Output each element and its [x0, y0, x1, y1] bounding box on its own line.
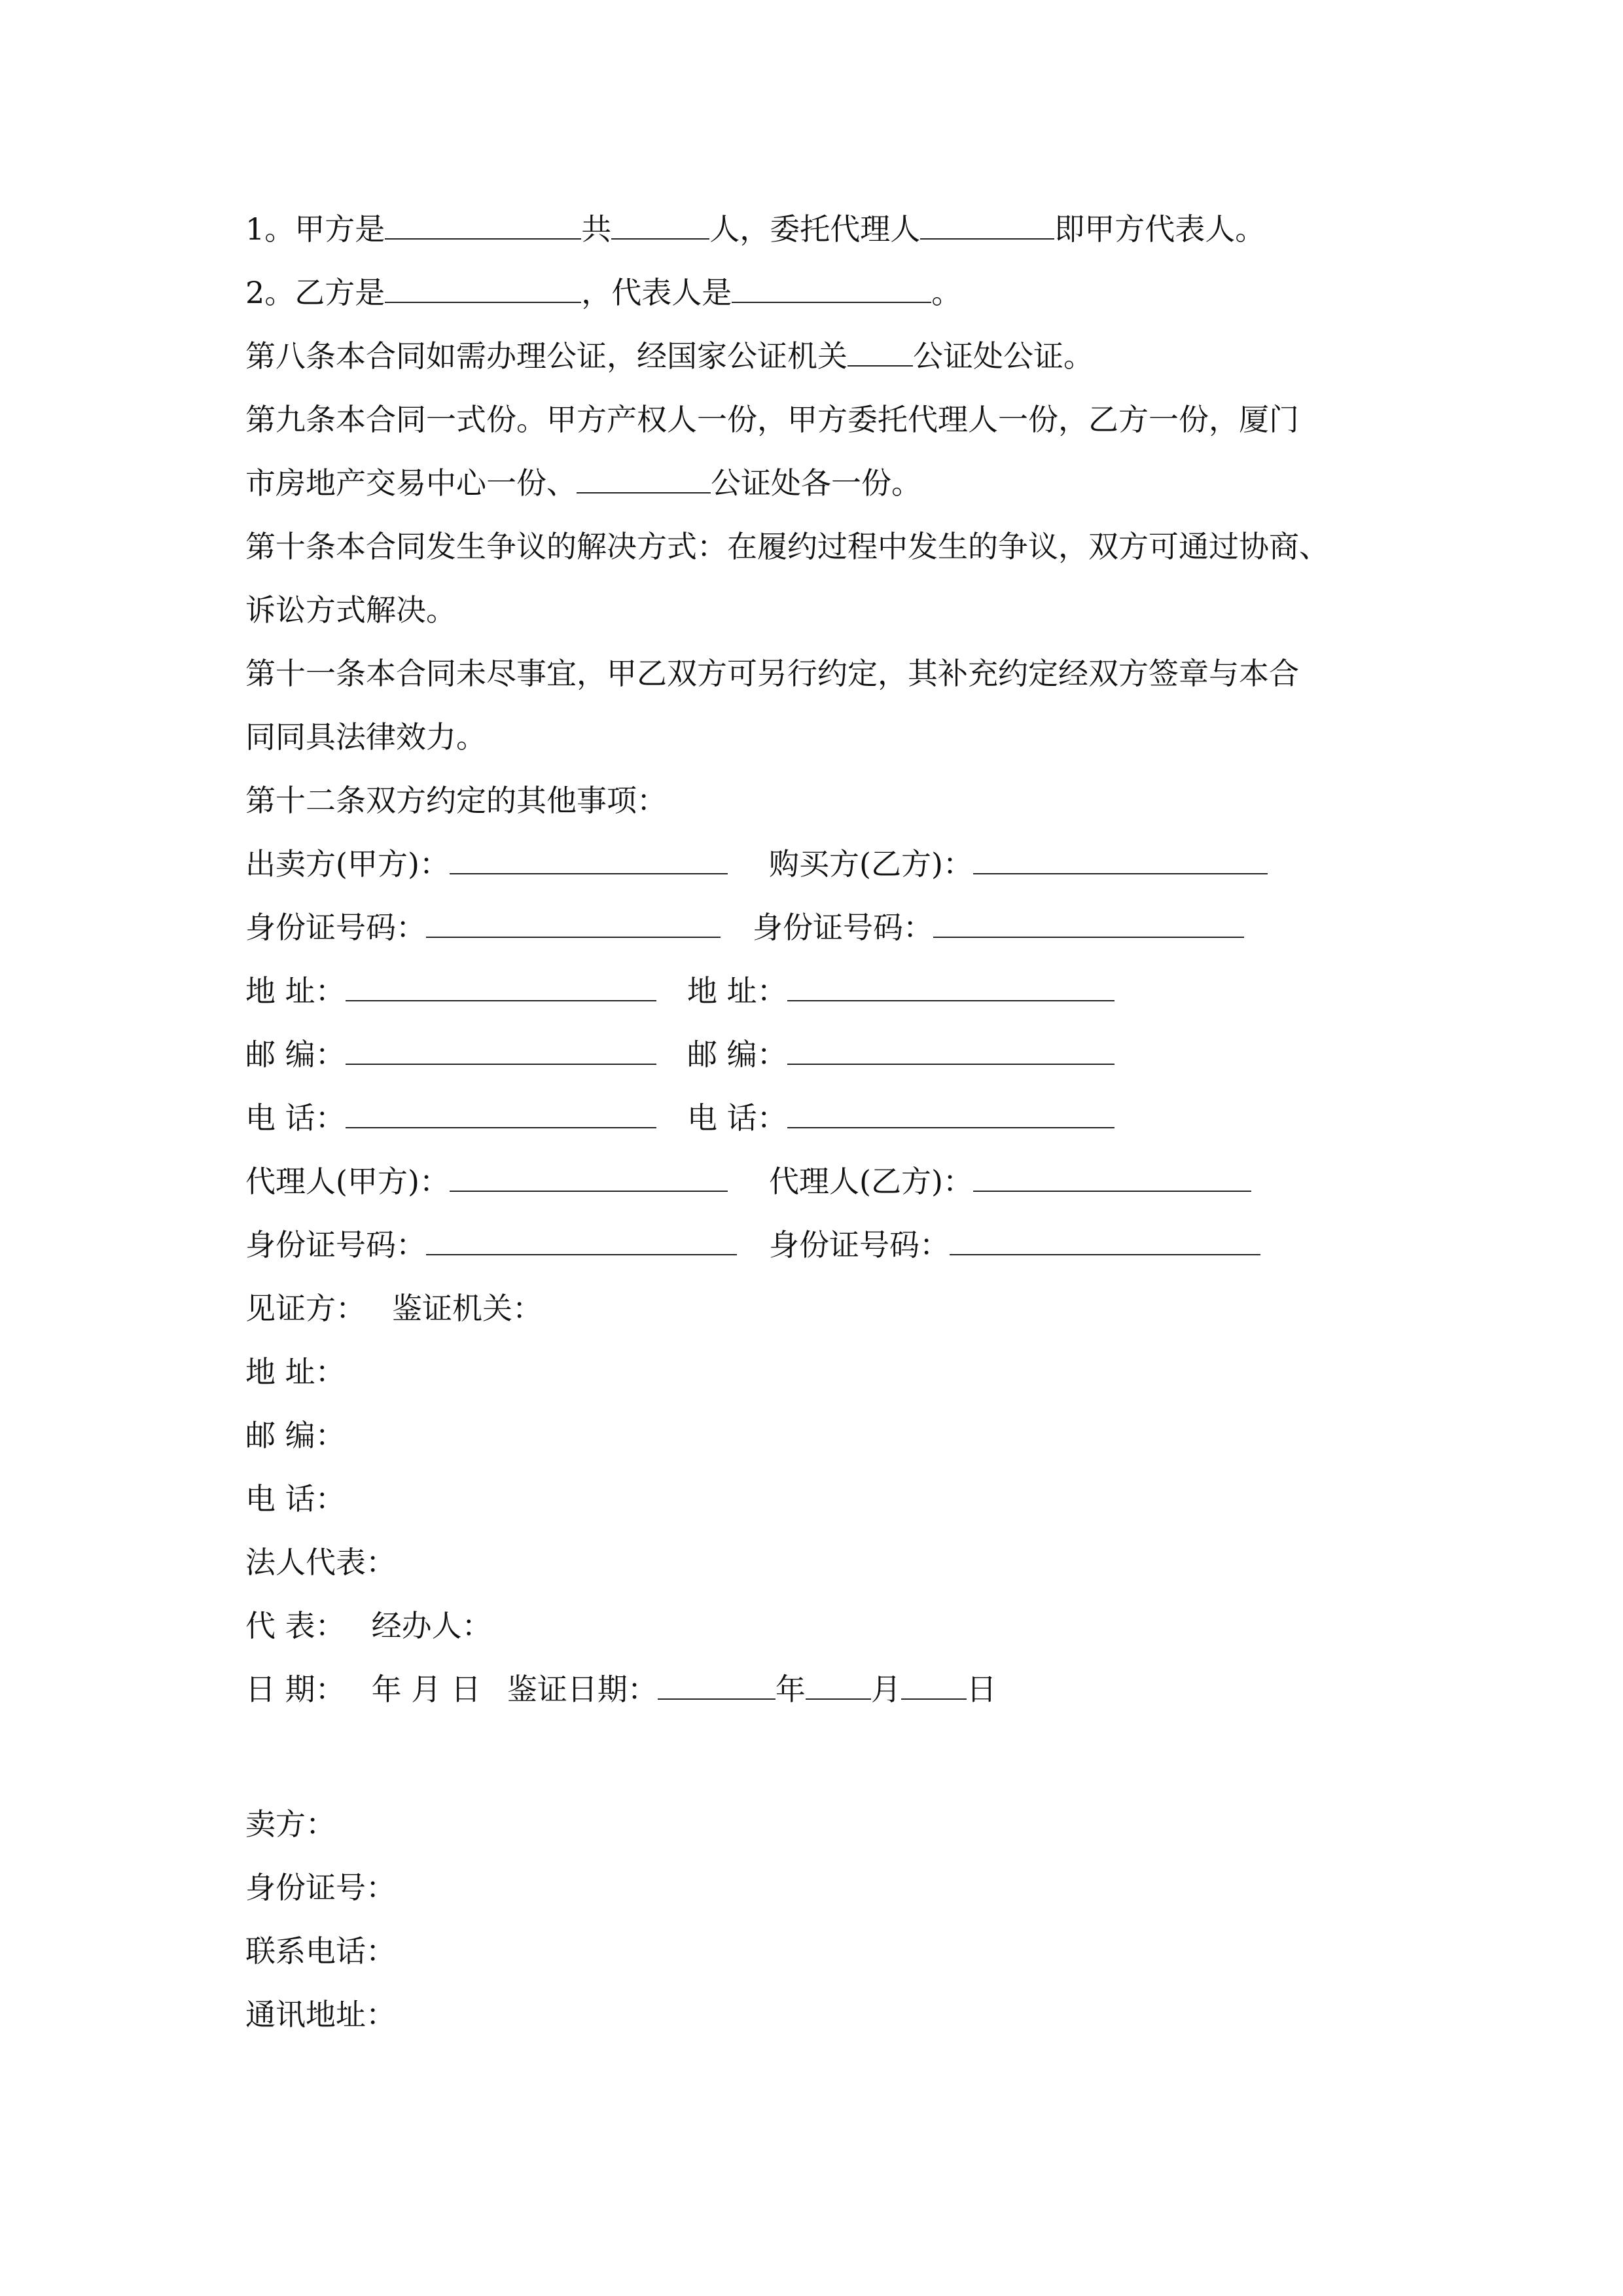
cert-month-label: 月 — [870, 1672, 901, 1707]
postcode-row — [245, 1028, 787, 1081]
buyer-address-label: 地 址： — [687, 973, 787, 1009]
date-row — [245, 1663, 997, 1715]
clause-8-end: 公证处公证。 — [913, 338, 1094, 374]
date-label: 日 期： — [245, 1672, 346, 1707]
witness-address-label: 地 址： — [245, 1354, 346, 1390]
clause-9-end: 公证处各一份。 — [711, 465, 921, 501]
party-a-agent-label: 人，委托代理人 — [709, 211, 921, 247]
seller-id-info-label: 身份证号： — [245, 1870, 396, 1905]
seller-phone-info-row — [245, 1925, 396, 1977]
party-b-rep-label: ，代表人是 — [581, 275, 732, 310]
seller-buyer-row — [245, 838, 973, 890]
clause-party-a — [245, 203, 1265, 255]
authority-label: 鉴证机关： — [392, 1291, 543, 1326]
witness-postcode-label: 邮 编： — [245, 1418, 346, 1453]
notary-copy-blank[interactable] — [577, 457, 711, 493]
rep-label: 代 表： — [245, 1608, 346, 1643]
buyer-postcode-label: 邮 编： — [687, 1037, 787, 1072]
clause-10-text: 第十条本合同发生争议的解决方式：在履约过程中发生的争议，双方可通过协商、 — [245, 529, 1329, 564]
buyer-blank[interactable] — [973, 838, 1268, 874]
date-ymd: 年 月 日 — [371, 1672, 481, 1707]
seller-id-label: 身份证号码： — [245, 910, 426, 945]
clause-9-line-1 — [245, 393, 1299, 446]
seller-phone-label: 电 话： — [245, 1100, 346, 1136]
clause-9-line-2 — [245, 457, 921, 509]
notary-office-blank[interactable] — [847, 330, 913, 367]
seller-address-info-row — [245, 1988, 396, 2041]
clause-11-line-2 — [245, 711, 486, 763]
clause-10-line-2 — [245, 584, 456, 636]
clause-8 — [245, 330, 1094, 382]
clause-12 — [245, 774, 667, 827]
cert-day-label: 日 — [966, 1672, 997, 1707]
seller-agent-label: 代理人(甲方)： — [245, 1164, 450, 1199]
seller-agent-blank[interactable] — [450, 1155, 728, 1192]
buyer-id-blank[interactable] — [933, 901, 1244, 938]
party-b-end: 。 — [931, 275, 962, 310]
witness-phone-row — [245, 1473, 346, 1525]
clause-12-text: 第十二条双方约定的其他事项： — [245, 783, 667, 818]
id-row — [245, 901, 933, 954]
party-b-name-blank[interactable] — [385, 266, 581, 303]
rep-row — [245, 1600, 492, 1652]
witness-address-row — [245, 1346, 346, 1398]
seller-info-label: 卖方： — [245, 1806, 336, 1842]
handler-label: 经办人： — [371, 1608, 492, 1643]
buyer-agent-blank[interactable] — [973, 1155, 1251, 1192]
seller-address-blank[interactable] — [346, 965, 656, 1001]
party-a-count-blank[interactable] — [611, 203, 709, 240]
buyer-id-label: 身份证号码： — [753, 910, 933, 945]
legal-rep-label: 法人代表： — [245, 1545, 396, 1580]
agent-row — [245, 1155, 973, 1208]
seller-address-label: 地 址： — [245, 973, 346, 1009]
legal-rep-row — [245, 1536, 396, 1588]
witness-label: 见证方： — [245, 1291, 366, 1326]
witness-phone-label: 电 话： — [245, 1481, 346, 1516]
party-b-label: 2。乙方是 — [245, 275, 385, 310]
cert-date-label: 鉴证日期： — [507, 1672, 658, 1707]
cert-month-blank[interactable] — [806, 1663, 871, 1700]
seller-phone-info-label: 联系电话： — [245, 1933, 396, 1969]
clause-9-text-2: 市房地产交易中心一份、 — [245, 465, 577, 501]
clause-10-line-1 — [245, 520, 1329, 573]
party-a-rep-label: 即甲方代表人。 — [1054, 211, 1266, 247]
phone-row — [245, 1092, 787, 1144]
seller-blank[interactable] — [450, 838, 728, 874]
buyer-agent-label: 代理人(乙方)： — [769, 1164, 973, 1199]
party-a-name-blank[interactable] — [385, 203, 581, 240]
cert-year-label: 年 — [775, 1672, 806, 1707]
clause-9-text: 第九条本合同一式份。甲方产权人一份，甲方委托代理人一份，乙方一份，厦门 — [245, 402, 1299, 437]
clause-10-text-2: 诉讼方式解决。 — [245, 592, 456, 628]
buyer-phone-blank[interactable] — [787, 1092, 1115, 1128]
buyer-label: 购买方(乙方)： — [769, 846, 973, 882]
buyer-phone-label: 电 话： — [687, 1100, 787, 1136]
clause-11-line-1 — [245, 647, 1299, 700]
buyer-agent-id-blank[interactable] — [950, 1219, 1260, 1255]
seller-info-row — [245, 1798, 336, 1850]
buyer-address-blank[interactable] — [787, 965, 1115, 1001]
clause-party-b — [245, 266, 961, 319]
agent-id-row — [245, 1219, 950, 1271]
seller-agent-id-label: 身份证号码： — [245, 1227, 426, 1263]
witness-postcode-row — [245, 1409, 346, 1462]
party-a-count-label: 共 — [581, 211, 612, 247]
cert-day-blank[interactable] — [901, 1663, 967, 1700]
address-row — [245, 965, 787, 1017]
seller-phone-blank[interactable] — [346, 1092, 656, 1128]
seller-label: 出卖方(甲方)： — [245, 846, 450, 882]
buyer-postcode-blank[interactable] — [787, 1028, 1115, 1065]
party-b-rep-blank[interactable] — [732, 266, 931, 303]
clause-8-text: 第八条本合同如需办理公证，经国家公证机关 — [245, 338, 847, 374]
clause-11-text: 第十一条本合同未尽事宜，甲乙双方可另行约定，其补充约定经双方签章与本合 — [245, 656, 1299, 691]
seller-postcode-label: 邮 编： — [245, 1037, 346, 1072]
witness-row — [245, 1282, 543, 1335]
seller-address-info-label: 通讯地址： — [245, 1997, 396, 2032]
party-a-label: 1。甲方是 — [245, 211, 385, 247]
clause-11-text-2: 同同具法律效力。 — [245, 719, 486, 755]
cert-year-blank[interactable] — [658, 1663, 776, 1700]
buyer-agent-id-label: 身份证号码： — [769, 1227, 950, 1263]
seller-postcode-blank[interactable] — [346, 1028, 656, 1065]
seller-id-blank[interactable] — [426, 901, 721, 938]
seller-agent-id-blank[interactable] — [426, 1219, 737, 1255]
party-a-agent-blank[interactable] — [920, 203, 1054, 240]
seller-id-info-row — [245, 1861, 396, 1914]
